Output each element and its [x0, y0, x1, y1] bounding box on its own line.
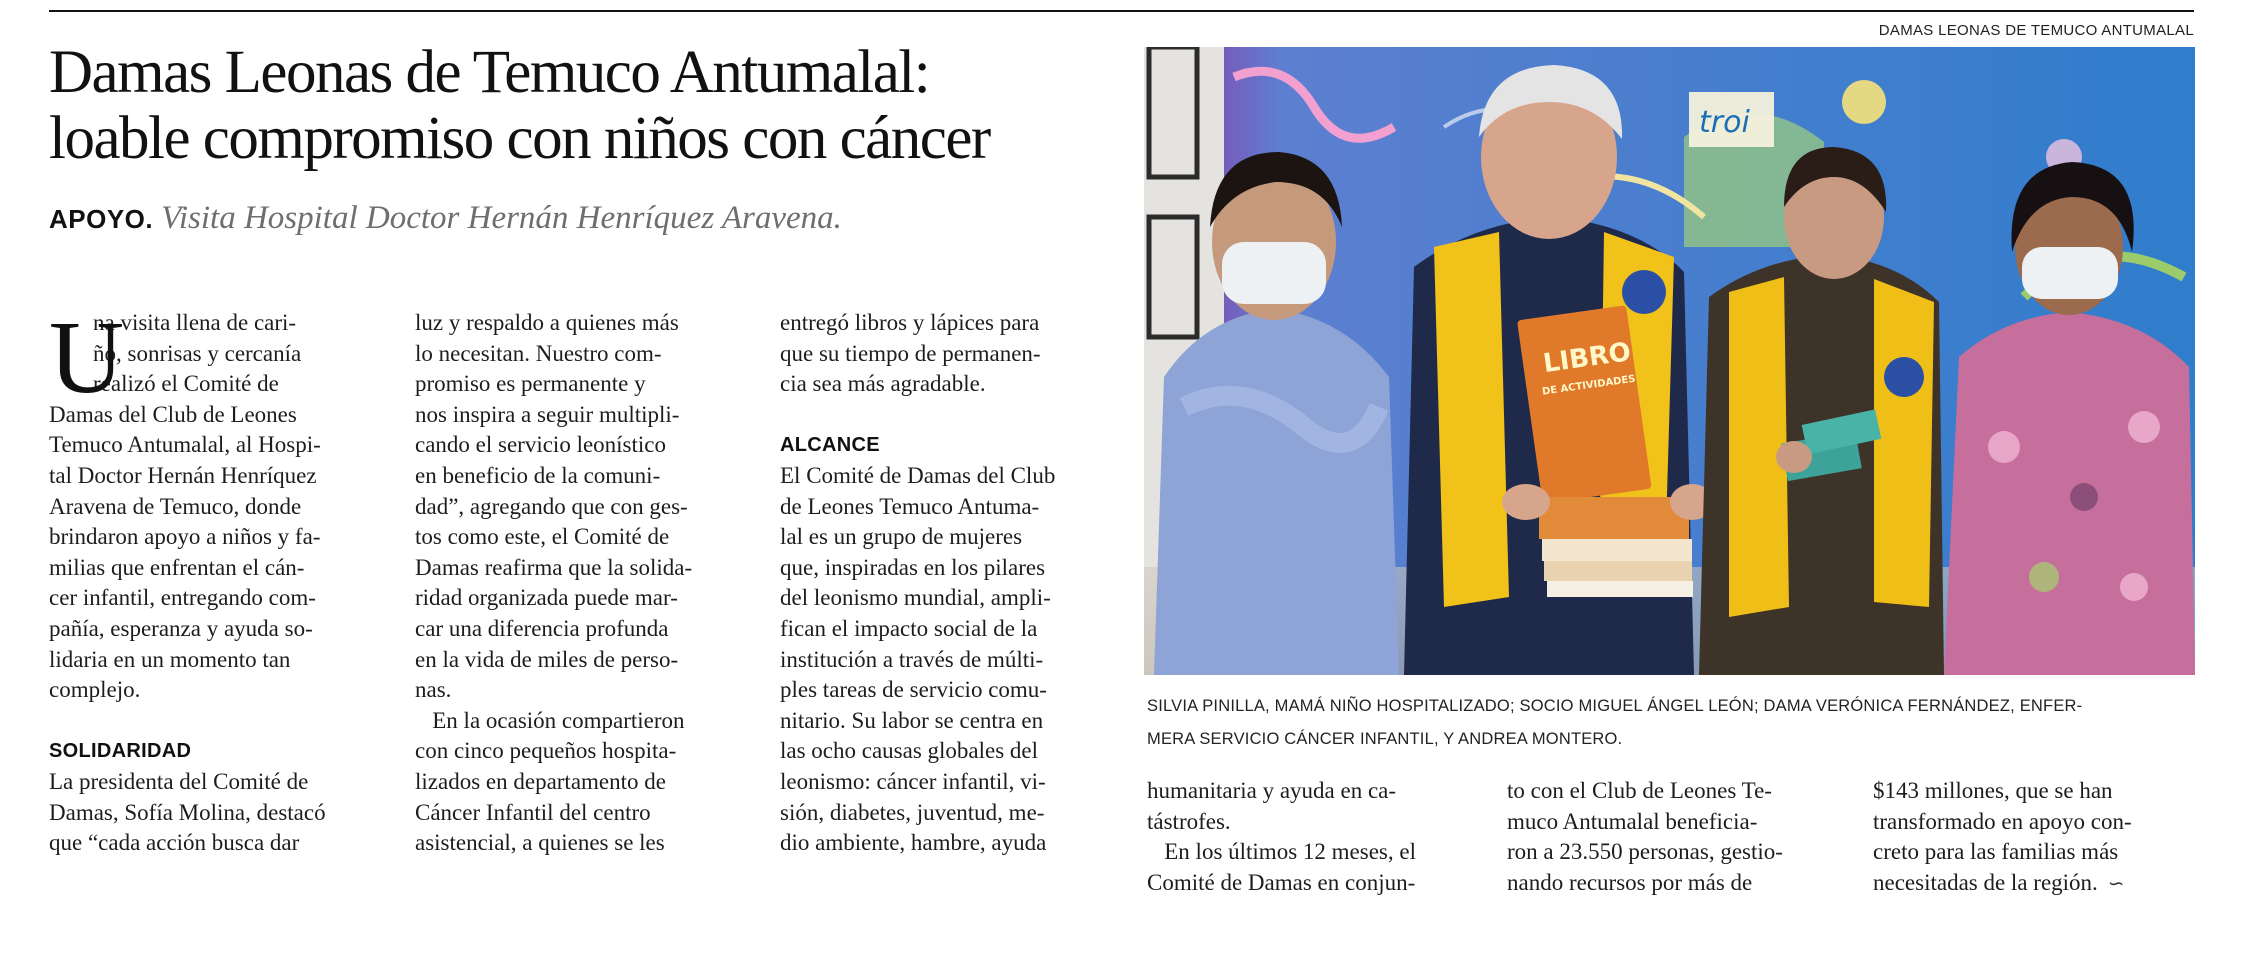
article-line: transformado en apoyo con- — [1873, 808, 2132, 834]
subhead-alcance: ALCANCE — [780, 434, 880, 457]
article-line: lidaria en un momento tan — [49, 646, 291, 672]
article-line: Aravena de Temuco, donde — [49, 493, 302, 519]
article-line: na visita llena de cari- — [93, 310, 297, 335]
article-line-last — [1873, 868, 2203, 899]
article-line: lal es un grupo de mujeres — [780, 524, 1023, 550]
article-line: humanitaria y ayuda en ca- — [1147, 778, 1397, 803]
article-line: Temuco Antumalal, al Hospi- — [49, 432, 321, 458]
article-line: ridad organizada puede mar- — [415, 585, 678, 611]
article-line: La presidenta del Comité de — [49, 768, 309, 794]
article-line: asistencial, a quienes se les — [415, 830, 665, 856]
article-line: del leonismo mundial, ampli- — [780, 585, 1051, 611]
photo-caption — [1147, 690, 2197, 756]
article-line: nitario. Su labor se centra en — [780, 707, 1044, 733]
article-line: realizó el Comité de — [93, 371, 279, 397]
article-line: tal Doctor Hernán Henríquez — [49, 462, 317, 488]
article-line: lizados en departamento de — [415, 768, 666, 794]
article-line: tos como este, el Comité de — [415, 524, 670, 550]
article-line: $143 millones, que se han — [1873, 778, 2113, 803]
article-line: entregó libros y lápices para — [780, 310, 1040, 335]
section-tag: DAMAS LEONAS DE TEMUCO ANTUMALAL — [1878, 22, 2194, 39]
article-spacer — [780, 400, 1115, 431]
article-line: nas. — [415, 677, 452, 703]
article-line: cer infantil, entregando com- — [49, 585, 316, 611]
article-line: complejo. — [49, 677, 141, 703]
article-line: las ocho causas globales del — [780, 738, 1039, 764]
article-line: brindaron apoyo a niños y fa- — [49, 524, 321, 550]
article-line: Damas del Club de Leones — [49, 401, 297, 427]
article-column-1 — [49, 300, 382, 859]
book-subtitle: DE ACTIVIDADES — [1541, 373, 1637, 398]
article-line: luz y respaldo a quienes más — [415, 310, 679, 335]
wall-word: troi — [1699, 105, 1750, 140]
article-line: que “cada acción busca dar — [49, 830, 300, 856]
headline — [49, 40, 1129, 172]
dropcap: U — [49, 300, 125, 415]
article-column-6 — [1873, 776, 2203, 898]
book-title: LIBRO — [1541, 337, 1633, 380]
article-line: nando recursos por más de — [1507, 869, 1753, 895]
article-line: con cinco pequeños hospita- — [415, 738, 677, 764]
article-line: tástrofes. — [1147, 808, 1231, 834]
article-line: Damas reafirma que la solida- — [415, 554, 693, 580]
article-column-3 — [780, 308, 1115, 859]
article-line: leonismo: cáncer infantil, vi- — [780, 768, 1046, 794]
article-line: cando el servicio leonístico — [415, 432, 667, 458]
article-line: dad”, agregando que con ges- — [415, 493, 688, 519]
article-line: de Leones Temuco Antuma- — [780, 493, 1040, 519]
article-line: que su tiempo de permanen- — [780, 340, 1041, 366]
article-line: milias que enfrentan el cán- — [49, 554, 305, 580]
caption-line-2: MERA SERVICIO CÁNCER INFANTIL, Y ANDREA MONTERO. — [1147, 730, 1623, 748]
article-line: creto para las familias más — [1873, 839, 2119, 865]
photo-illustration — [1144, 47, 2195, 675]
article-line: en beneficio de la comuni- — [415, 462, 661, 488]
deck — [49, 200, 842, 237]
article-line: que, inspiradas en los pilares — [780, 554, 1046, 580]
deck-kicker: APOYO. — [49, 204, 154, 234]
top-rule — [49, 10, 2194, 12]
article-line: institución a través de múlti- — [780, 646, 1044, 672]
article-line: en la vida de miles de perso- — [415, 646, 679, 672]
article-line: cia sea más agradable. — [780, 371, 986, 397]
end-of-article-icon: ∽ — [2107, 870, 2125, 895]
article-line: Cáncer Infantil del centro — [415, 799, 651, 825]
article-line: muco Antumalal beneficia- — [1507, 808, 1758, 834]
article-line: Comité de Damas en conjun- — [1147, 869, 1416, 895]
article-column-2 — [415, 308, 748, 859]
article-column-5 — [1507, 776, 1840, 898]
article-line: sión, diabetes, juventud, me- — [780, 799, 1045, 825]
deck-text: Visita Hospital Doctor Hernán Henríquez Aravena. — [161, 200, 842, 236]
article-line: pañía, esperanza y ayuda so- — [49, 615, 313, 641]
article-line: ño, sonrisas y cercanía — [93, 340, 302, 366]
article-line: necesitadas de la región. — [1873, 869, 2098, 895]
article-line: En la ocasión compartieron — [415, 707, 685, 733]
article-spacer — [49, 706, 382, 737]
headline-line-1: Damas Leonas de Temuco Antumalal: — [49, 39, 930, 106]
article-line: dio ambiente, hambre, ayuda — [780, 830, 1047, 856]
article-line: to con el Club de Leones Te- — [1507, 778, 1772, 803]
article-line: Damas, Sofía Molina, destacó — [49, 799, 326, 825]
article-line: En los últimos 12 meses, el — [1147, 839, 1416, 865]
caption-line-1: SILVIA PINILLA, MAMÁ NIÑO HOSPITALIZADO; SOCIO MIGUEL ÁNGEL LEÓN; DAMA VERÓNICA FERNÁNDEZ, ENFER- — [1147, 697, 2083, 715]
article-line: lo necesitan. Nuestro com- — [415, 340, 662, 366]
article-column-4 — [1147, 776, 1480, 898]
article-line: El Comité de Damas del Club — [780, 462, 1056, 488]
article-line: fican el impacto social de la — [780, 615, 1038, 641]
subhead-solidaridad: SOLIDARIDAD — [49, 740, 192, 763]
headline-line-2: loable compromiso con niños con cáncer — [49, 105, 990, 172]
article-photo — [1144, 47, 2195, 675]
article-line: promiso es permanente y — [415, 371, 646, 397]
article-line: car una diferencia profunda — [415, 615, 669, 641]
article-line: ples tareas de servicio comu- — [780, 677, 1047, 703]
article-line: nos inspira a seguir multipli- — [415, 401, 680, 427]
article-line: ron a 23.550 personas, gestio- — [1507, 839, 1783, 865]
